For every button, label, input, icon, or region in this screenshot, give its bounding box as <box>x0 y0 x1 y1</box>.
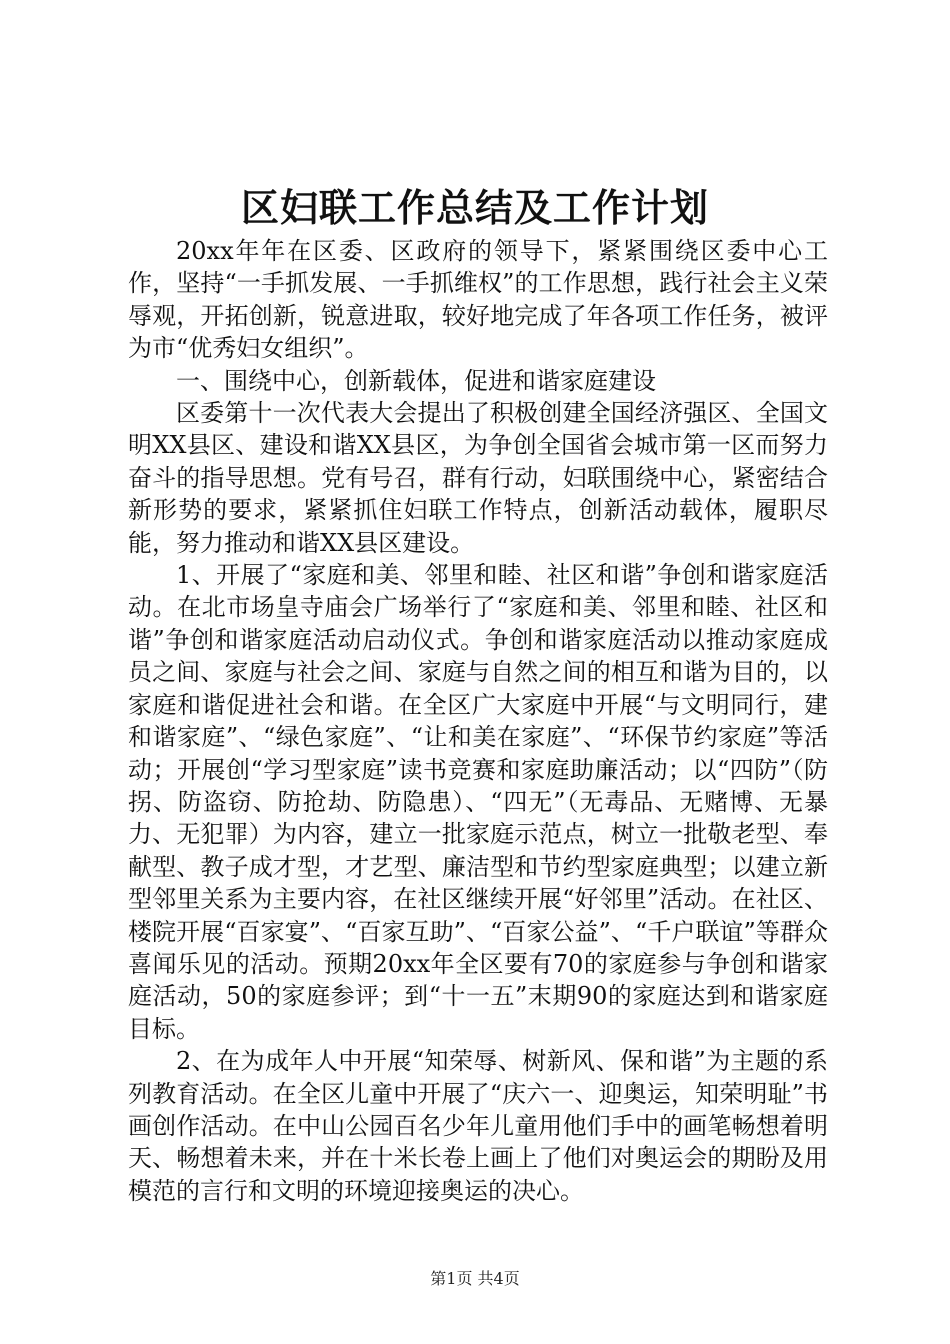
page-number-footer: 第1页 共4页 <box>430 1269 520 1288</box>
document-title: 区妇联工作总结及工作计划 <box>240 185 709 230</box>
paragraph-intro: 20xx年年在区委、区政府的领导下，紧紧围绕区委中心工作，坚持“一手抓发展、一手抓维权”的工作思想，践行社会主义荣辱观，开拓创新，锐意进取，较好地完成了年各项工作任务，被评为市“优秀妇女组织”。 <box>128 237 828 363</box>
document-body <box>128 235 828 1207</box>
section-heading-1: 一、围绕中心，创新载体，促进和谐家庭建设 <box>176 366 656 395</box>
paragraph-item-2: 2、在为成年人中开展“知荣辱、树新风、保和谐”为主题的系列教育活动。在全区儿童中开展了“庆六一、迎奥运，知荣明耻”书画创作活动。在中山公园百名少年儿童用他们手中的画笔畅想着明天、畅想着未来，并在十米长卷上画上了他们对奥运会的期盼及用模范的言行和文明的环境迎接奥运的决心。 <box>128 1047 828 1205</box>
paragraph-section-1: 区委第十一次代表大会提出了积极创建全国经济强区、全国文明XX县区、建设和谐XX县区，为争创全国省会城市第一区而努力奋斗的指导思想。党有号召，群有行动，妇联围绕中心，紧密结合新形势的要求，紧紧抓住妇联工作特点，创新活动载体，履职尽能，努力推动和谐XX县区建设。 <box>128 399 828 557</box>
paragraph-item-1: 1、开展了“家庭和美、邻里和睦、社区和谐”争创和谐家庭活动。在北市场皇寺庙会广场举行了“家庭和美、邻里和睦、社区和谐”争创和谐家庭活动启动仪式。争创和谐家庭活动以推动家庭成员之间、家庭与社会之间、家庭与自然之间的相互和谐为目的，以家庭和谐促进社会和谐。在全区广大家庭中开展“与文明同行，建和谐家庭”、“绿色家庭”、“让和美在家庭”、“环保节约家庭”等活动；开展创“学习型家庭”读书竞赛和家庭助廉活动；以“四防”（防拐、防盗窃、防抢劫、防隐患）、“四无”（无毒品、无赌博、无暴力、无犯罪）为内容，建立一批家庭示范点，树立一批敬老型、奉献型、教子成才型，才艺型、廉洁型和节约型家庭典型；以建立新型邻里关系为主要内容，在社区继续开展“好邻里”活动。在社区、楼院开展“百家宴”、“百家互助”、“百家公益”、“千户联谊”等群众喜闻乐见的活动。预期20xx年全区要有70的家庭参与争创和谐家庭活动，50的家庭参评；到“十一五”末期90的家庭达到和谐家庭目标。 <box>128 561 828 1043</box>
